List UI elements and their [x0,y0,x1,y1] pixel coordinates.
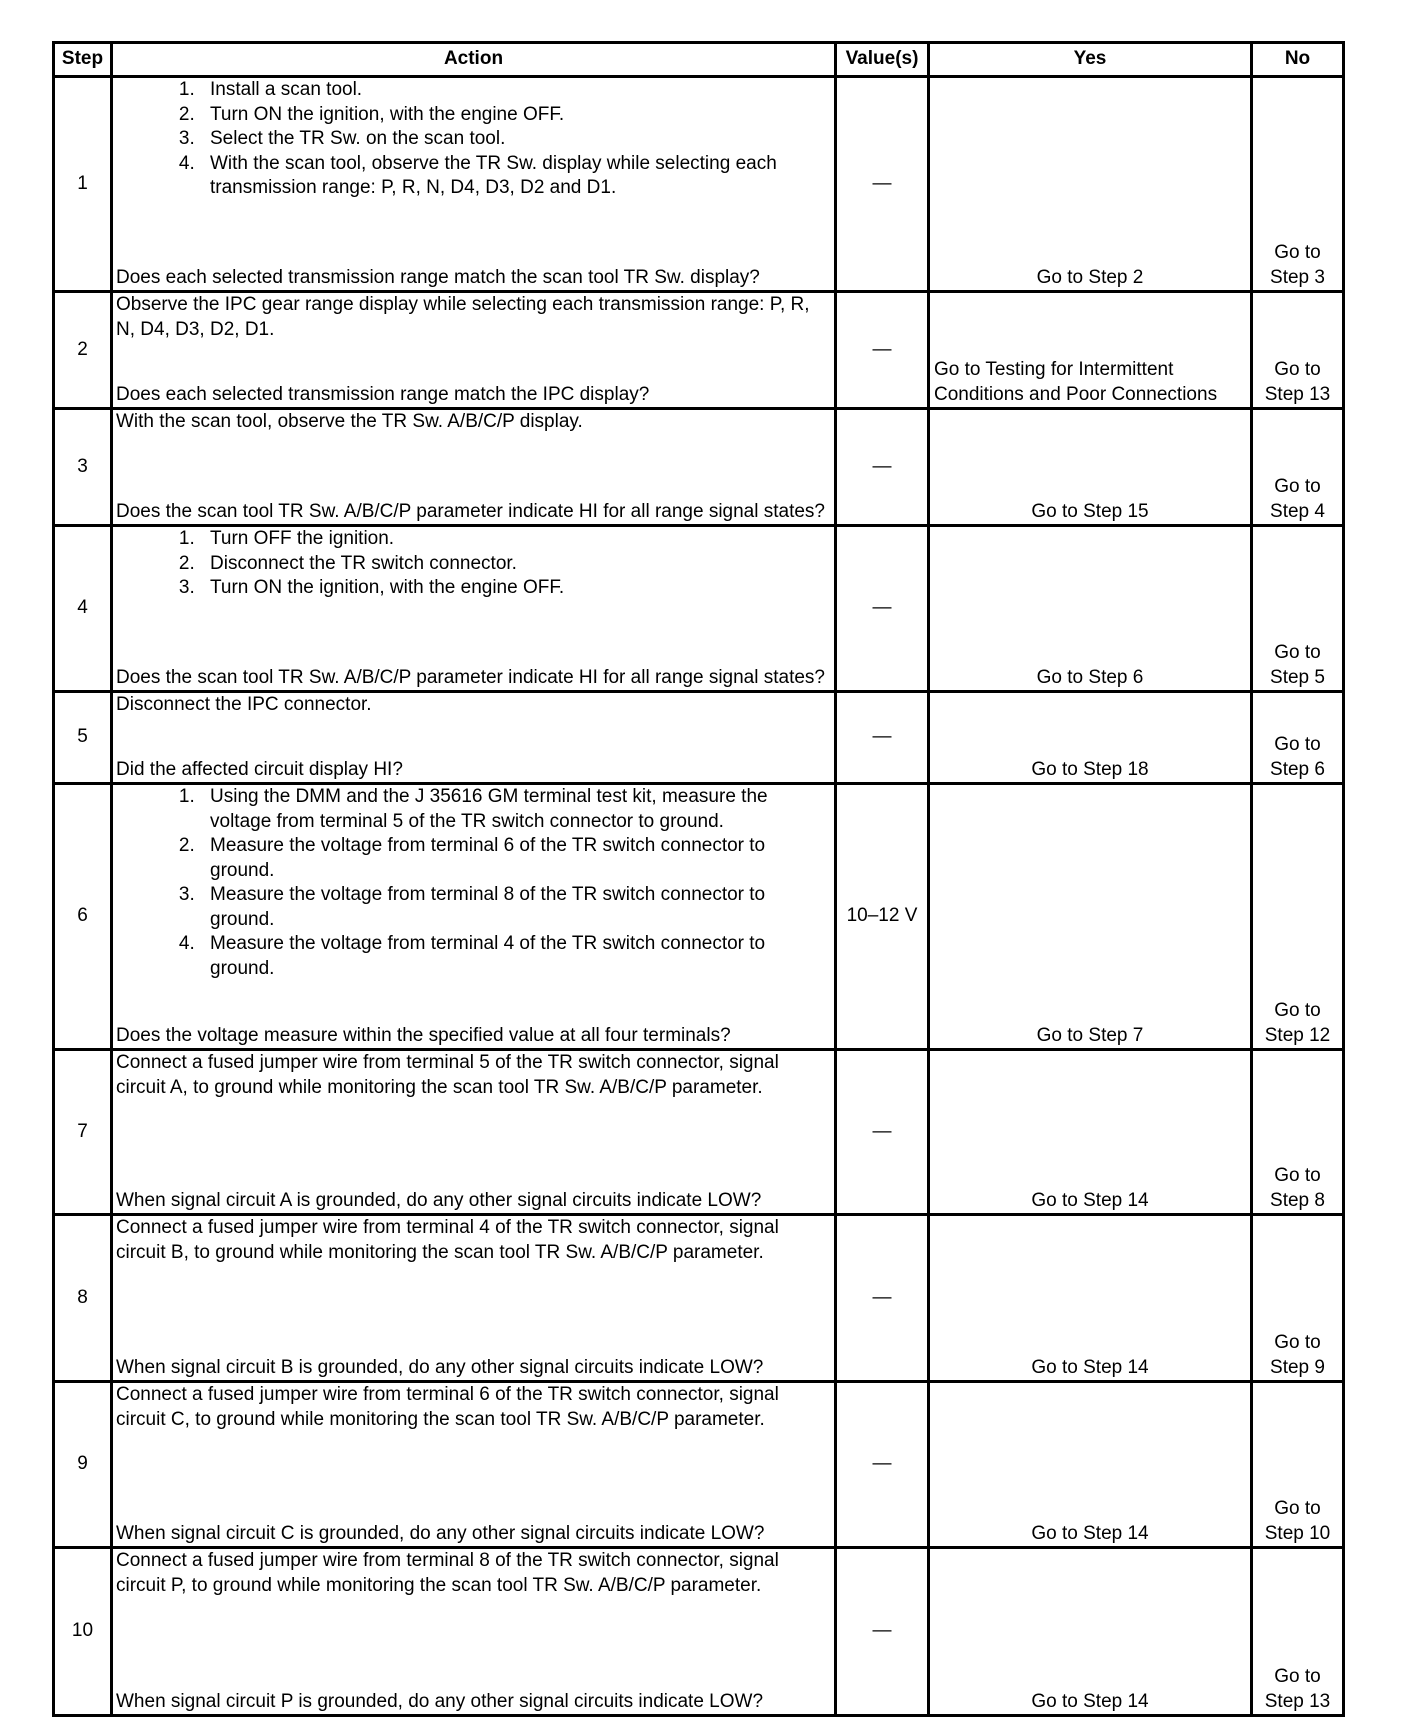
no-cell: Go to Step 12 [1252,784,1344,1050]
table-row [54,1215,1344,1382]
instruction-item: 2. Disconnect the TR switch connector. [200,552,831,577]
action-cell [112,1382,836,1548]
action-text: Connect a fused jumper wire from terminal 4 of the TR switch connector, signal circuit B, to ground while monitoring the scan tool TR Sw. A/B/C/P parameter. [116,1217,779,1263]
header-action: Action [112,43,836,77]
action-cell [112,692,836,784]
instruction-item: 3. Turn ON the ignition, with the engine OFF. [200,576,831,601]
instruction-item: 3. Select the TR Sw. on the scan tool. [200,127,831,152]
header-row [54,43,1344,77]
value-cell: — [836,526,929,692]
value-cell: — [836,1215,929,1382]
action-text: Disconnect the IPC connector. [116,694,372,715]
table-row [54,692,1344,784]
instruction-item: 2. Turn ON the ignition, with the engine OFF. [200,103,831,128]
action-text: Connect a fused jumper wire from terminal 5 of the TR switch connector, signal circuit A, to ground while monitoring the scan tool TR Sw. A/B/C/P parameter. [116,1052,779,1098]
yes-cell: Go to Step 14 [929,1548,1252,1716]
instruction-item: 1. Using the DMM and the J 35616 GM terminal test kit, measure the voltage from terminal 5 of the TR switch connector to ground. [200,785,831,834]
action-cell [112,77,836,292]
no-cell: Go to Step 13 [1252,1548,1344,1716]
header-values: Value(s) [836,43,929,77]
table-row [54,784,1344,1050]
instruction-list [116,78,831,201]
table-row [54,526,1344,692]
action-cell [112,292,836,409]
table-row [54,292,1344,409]
value-cell: — [836,1050,929,1215]
no-cell: Go to Step 8 [1252,1050,1344,1215]
instruction-list [116,527,831,601]
yes-cell: Go to Step 18 [929,692,1252,784]
header-no: No [1252,43,1344,77]
header-step: Step [54,43,112,77]
instruction-item: 1. Turn OFF the ignition. [200,527,831,552]
action-text: Observe the IPC gear range display while selecting each transmission range: P, R, N, D4, D3, D2, D1. [116,294,810,340]
action-question: When signal circuit P is grounded, do any other signal circuits indicate LOW? [116,1690,764,1712]
yes-cell: Go to Step 14 [929,1215,1252,1382]
no-cell: Go to Step 13 [1252,292,1344,409]
action-text: Connect a fused jumper wire from terminal 8 of the TR switch connector, signal circuit P, to ground while monitoring the scan tool TR Sw. A/B/C/P parameter. [116,1550,779,1596]
no-cell: Go to Step 9 [1252,1215,1344,1382]
no-cell: Go to Step 5 [1252,526,1344,692]
value-cell: — [836,77,929,292]
action-question: When signal circuit C is grounded, do any other signal circuits indicate LOW? [116,1522,765,1544]
table-row [54,409,1344,526]
action-question: Did the affected circuit display HI? [116,758,403,780]
instruction-item: 4. With the scan tool, observe the TR Sw. display while selecting each transmission range: P, R, N, D4, D3, D2 and D1. [200,152,831,201]
action-text: Connect a fused jumper wire from terminal 6 of the TR switch connector, signal circuit C, to ground while monitoring the scan tool TR Sw. A/B/C/P parameter. [116,1384,779,1430]
table-row [54,1382,1344,1548]
step-number: 3 [54,409,112,526]
step-number: 8 [54,1215,112,1382]
step-number: 10 [54,1548,112,1716]
yes-cell: Go to Testing for Intermittent Conditions and Poor Connections [929,292,1252,409]
instruction-list [116,785,831,981]
yes-cell: Go to Step 2 [929,77,1252,292]
header-yes: Yes [929,43,1252,77]
action-question: Does the scan tool TR Sw. A/B/C/P parameter indicate HI for all range signal states? [116,666,825,688]
action-cell [112,409,836,526]
yes-cell: Go to Step 6 [929,526,1252,692]
value-cell: — [836,292,929,409]
yes-cell: Go to Step 7 [929,784,1252,1050]
diagnostic-table [52,41,1345,1717]
table-row [54,77,1344,292]
action-question: Does the voltage measure within the specified value at all four terminals? [116,1024,731,1046]
action-question: When signal circuit B is grounded, do any other signal circuits indicate LOW? [116,1356,764,1378]
value-cell: — [836,1548,929,1716]
no-cell: Go to Step 6 [1252,692,1344,784]
action-text: With the scan tool, observe the TR Sw. A/B/C/P display. [116,411,583,432]
instruction-item: 4. Measure the voltage from terminal 4 of the TR switch connector to ground. [200,932,831,981]
value-cell: — [836,409,929,526]
instruction-item: 2. Measure the voltage from terminal 6 of the TR switch connector to ground. [200,834,831,883]
no-cell: Go to Step 4 [1252,409,1344,526]
instruction-item: 1. Install a scan tool. [200,78,831,103]
value-cell: — [836,1382,929,1548]
step-number: 4 [54,526,112,692]
instruction-item: 3. Measure the voltage from terminal 8 of the TR switch connector to ground. [200,883,831,932]
action-cell [112,1215,836,1382]
step-number: 9 [54,1382,112,1548]
step-number: 7 [54,1050,112,1215]
action-cell [112,1548,836,1716]
action-question: When signal circuit A is grounded, do any other signal circuits indicate LOW? [116,1189,762,1211]
value-cell: 10–12 V [836,784,929,1050]
yes-cell: Go to Step 14 [929,1382,1252,1548]
value-cell: — [836,692,929,784]
yes-cell: Go to Step 14 [929,1050,1252,1215]
action-question: Does each selected transmission range match the IPC display? [116,383,650,405]
action-cell [112,784,836,1050]
step-number: 1 [54,77,112,292]
no-cell: Go to Step 10 [1252,1382,1344,1548]
action-cell [112,526,836,692]
action-cell [112,1050,836,1215]
table-row [54,1548,1344,1716]
step-number: 6 [54,784,112,1050]
table-row [54,1050,1344,1215]
action-question: Does the scan tool TR Sw. A/B/C/P parameter indicate HI for all range signal states? [116,500,825,522]
action-question: Does each selected transmission range match the scan tool TR Sw. display? [116,266,760,288]
yes-cell: Go to Step 15 [929,409,1252,526]
step-number: 2 [54,292,112,409]
step-number: 5 [54,692,112,784]
no-cell: Go to Step 3 [1252,77,1344,292]
